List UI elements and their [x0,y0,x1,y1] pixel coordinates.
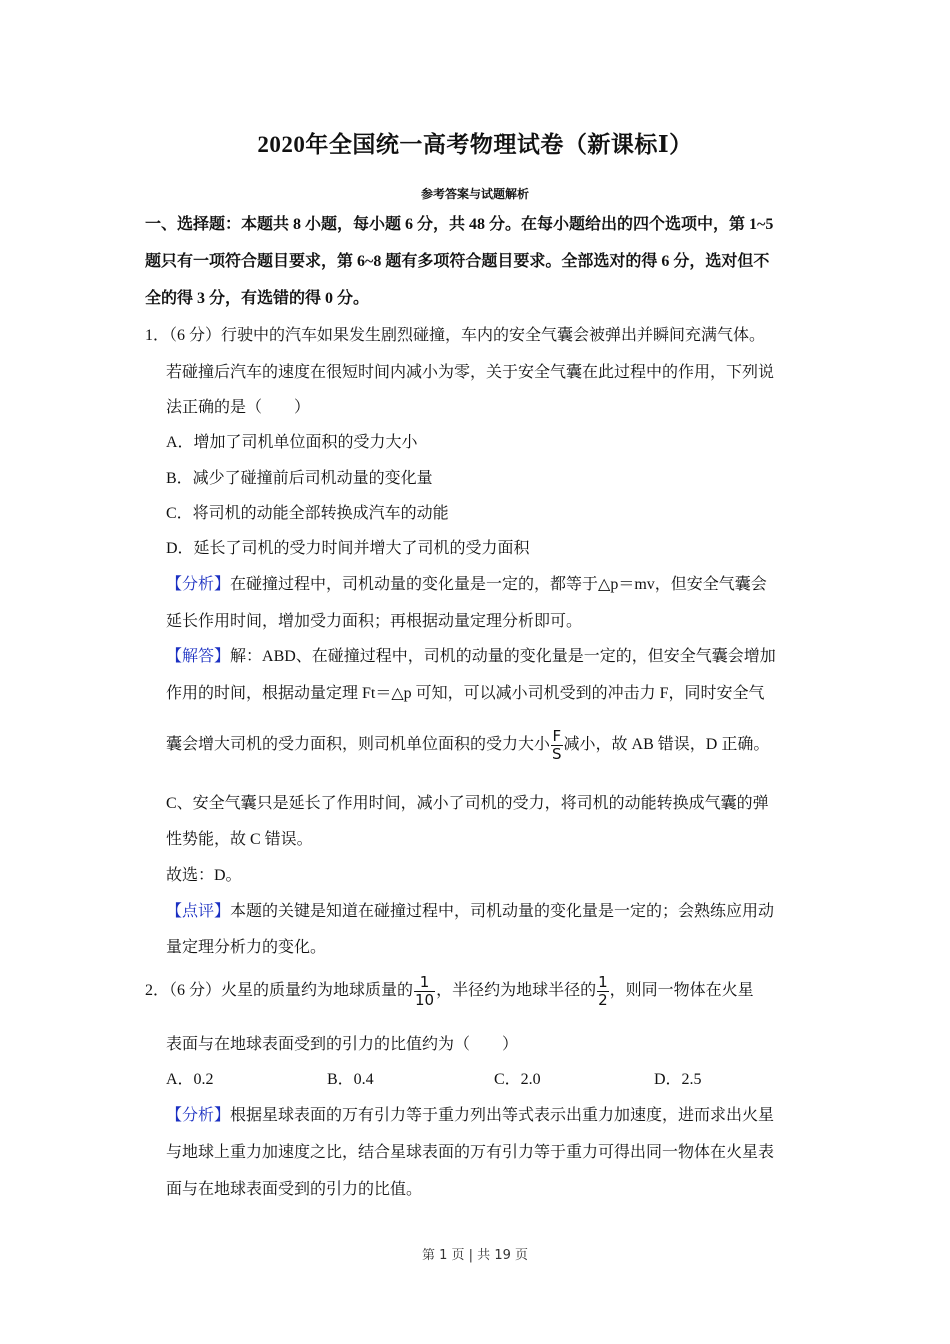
q2-option-a: A．0.2 [166,1071,214,1088]
comment-tag: 【点评】 [166,903,231,920]
q2-stem-part-1: 2．（6 分）火星的质量约为地球质量的 [145,982,414,999]
q1-option-a: A．增加了司机单位面积的受力大小 [166,434,418,451]
page-footer: 第 1 页 | 共 19 页 [422,1248,528,1263]
fraction-f-over-s: $\frac{F}{S}$ [552,726,562,763]
analysis-tag: 【分析】 [166,1107,231,1124]
q1-analysis-line-2: 延长作用时间，增加受力面积；再根据动量定理分析即可。 [166,613,583,630]
q1-analysis-line-1 [166,575,767,595]
q1-answer-text-after-fraction: 减小，故 AB 错误，D 正确。 [563,736,770,753]
q1-comment-line-2: 量定理分析力的变化。 [166,939,327,956]
page-title: 2020年全国统一高考物理试卷（新课标Ⅰ） [257,132,693,157]
q2-analysis-line-3: 面与在地球表面受到的引力的比值。 [166,1181,423,1198]
fraction-one-half: $\frac{1}{2}$ [598,972,608,1009]
page-subtitle: 参考答案与试题解析 [420,187,529,201]
q1-stem-line-2: 若碰撞后汽车的速度在很短时间内减小为零，关于安全气囊在此过程中的作用，下列说 [166,364,775,381]
q1-stem-line-3: 法正确的是（ ） [166,399,311,416]
analysis-tag: 【分析】 [166,576,231,593]
section-heading-line-2: 题只有一项符合题目要求，第 6~8 题有多项符合题目要求。全部选对的得 6 分，选对但不 [145,253,770,270]
section-heading-line-1: 一、选择题：本题共 8 小题，每小题 6 分，共 48 分。在每小题给出的四个选项中，第 1~5 [145,216,774,233]
q1-option-c: C．将司机的动能全部转换成汽车的动能 [166,505,449,522]
q2-options [166,1070,766,1092]
q1-answer-text-before-fraction: 囊会增大司机的受力面积，则司机单位面积的受力大小 [166,736,551,753]
q1-analysis-text: 在碰撞过程中，司机动量的变化量是一定的，都等于△p＝mv，但安全气囊会 [230,576,767,593]
q2-analysis-text: 根据星球表面的万有引力等于重力列出等式表示出重力加速度，进而求出火星 [230,1107,775,1124]
section-heading-line-3: 全的得 3 分，有选错的得 0 分。 [145,290,370,307]
q2-stem-line-1 [145,972,754,1010]
fraction-one-tenth: $\frac{1}{10}$ [415,972,435,1009]
q1-answer-choice: 故选：D。 [166,867,242,884]
q2-option-b: B．0.4 [327,1071,374,1088]
q1-comment-line-1 [166,902,774,922]
q1-answer-text: 解：ABD、在碰撞过程中，司机的动量的变化量是一定的，但安全气囊会增加 [230,648,776,665]
q2-analysis-line-1 [166,1106,774,1126]
q1-stem-line-1: 1．（6 分）行驶中的汽车如果发生剧烈碰撞，车内的安全气囊会被弹出并瞬间充满气体。 [145,327,766,344]
q2-stem-line-2: 表面与在地球表面受到的引力的比值约为（ ） [166,1036,519,1053]
q1-option-d: D．延长了司机的受力时间并增大了司机的受力面积 [166,540,530,557]
answer-tag: 【解答】 [166,648,231,665]
q2-analysis-line-2: 与地球上重力加速度之比，结合星球表面的万有引力等于重力可得出同一物体在火星表 [166,1144,775,1161]
q1-answer-line-2: 作用的时间，根据动量定理 Ft＝△p 可知，可以减小司机受到的冲击力 F，同时安全气 [166,685,765,702]
q1-answer-line-1 [166,647,776,667]
q2-stem-part-3: ，则同一物体在火星 [609,982,754,999]
q2-option-c: C．2.0 [494,1071,541,1088]
q1-option-b: B．减少了碰撞前后司机动量的变化量 [166,470,433,487]
q1-comment-text: 本题的关键是知道在碰撞过程中，司机动量的变化量是一定的；会熟练应用动 [230,903,775,920]
q1-answer-line-5: 性势能，故 C 错误。 [166,831,313,848]
q2-stem-part-2: ，半径约为地球半径的 [436,982,597,999]
q1-answer-line-3 [166,726,769,764]
q1-answer-line-4: C、安全气囊只是延长了作用时间，减小了司机的受力，将司机的动能转换成气囊的弹 [166,795,769,812]
q2-option-d: D．2.5 [654,1071,702,1088]
